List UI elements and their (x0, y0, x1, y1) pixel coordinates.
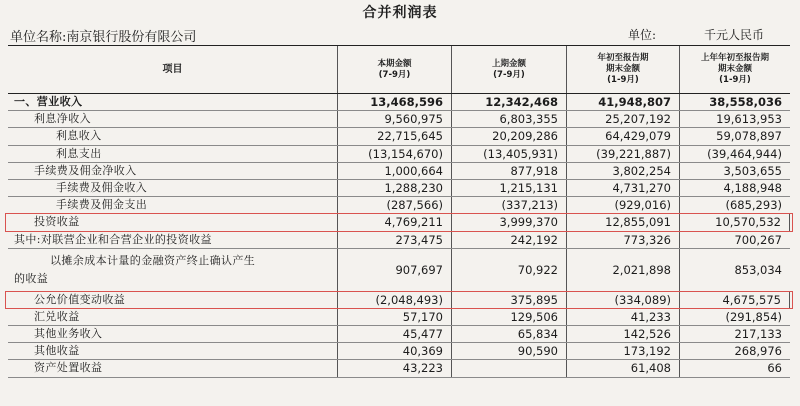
row-label: 投资收益 (8, 214, 338, 230)
header-item: 项目 (8, 46, 338, 93)
header-prior-line1: 上期金额 (491, 58, 526, 69)
cell-prior-ytd: 700,267 (734, 232, 782, 247)
row-label: 汇兑收益 (8, 309, 338, 325)
header-prior-ytd-line1: 上年年初至报告期 (700, 53, 769, 63)
company-name: 单位名称:南京银行股份有限公司 (10, 30, 197, 45)
cell-prior: 70,922 (452, 249, 567, 291)
table-row (8, 146, 790, 163)
report-title: 合并利润表 (362, 5, 438, 21)
cell-ytd: (334,089) (567, 292, 680, 308)
table-row-investment-income (8, 214, 790, 231)
cell-ytd: 173,192 (567, 343, 680, 359)
table-row (8, 343, 790, 360)
cell-prior: 65,834 (452, 326, 567, 342)
row-label: 手续费及佣金收入 (8, 180, 338, 196)
cell-ytd: 2,021,898 (567, 249, 680, 291)
cell-current: (287,566) (338, 197, 452, 213)
cell-prior: 877,918 (452, 163, 567, 179)
cell-prior-ytd: 59,078,897 (716, 129, 782, 144)
row-label: 利息支出 (8, 146, 338, 162)
unit-value: 千元人民币 (704, 28, 765, 42)
table-row (8, 197, 790, 214)
cell-ytd: 773,326 (567, 232, 680, 248)
cell-current: 13,468,596 (338, 94, 452, 110)
table-row (8, 326, 790, 343)
cell-ytd: 4,731,270 (567, 180, 680, 196)
row-label: 一、营业收入 (8, 94, 338, 110)
cell-prior-ytd: 4,675,575 (680, 292, 790, 308)
cell-current: 45,477 (338, 326, 452, 342)
cell-ytd: 64,429,079 (567, 128, 680, 144)
row-label: 手续费及佣金支出 (8, 197, 338, 213)
cell-prior-ytd: 853,034 (734, 262, 782, 277)
table-row (8, 111, 790, 128)
cell-prior-ytd: 4,188,948 (723, 180, 782, 195)
row-label (8, 249, 338, 291)
cell-ytd: 25,207,192 (567, 111, 680, 127)
cell-current: 4,769,211 (338, 214, 452, 230)
cell-current: 1,288,230 (338, 180, 452, 196)
table-row (8, 309, 790, 326)
cell-current: 43,223 (338, 360, 452, 376)
header-ytd-line3: (1-9月) (607, 75, 639, 85)
cell-current: 907,697 (338, 249, 452, 291)
header-prior-line2: (7-9月) (493, 69, 525, 80)
header-prior-ytd (680, 46, 790, 93)
cell-prior: 6,803,355 (452, 111, 567, 127)
cell-current: 9,560,975 (338, 111, 452, 127)
cell-prior-ytd: 66 (767, 361, 782, 376)
header-prior-period (452, 46, 567, 93)
cell-prior-ytd: 217,133 (734, 327, 782, 342)
row-label: 资产处置收益 (8, 360, 338, 376)
cell-ytd: 61,408 (567, 360, 680, 376)
unit-label: 单位: (628, 28, 657, 42)
table-row (8, 360, 790, 377)
cell-current: 57,170 (338, 309, 452, 325)
table-row (8, 249, 790, 292)
row-label: 利息净收入 (8, 111, 338, 127)
row-label: 其他收益 (8, 343, 338, 359)
cell-current: 273,475 (338, 232, 452, 248)
cell-ytd: (39,221,887) (567, 146, 680, 162)
cell-prior-ytd: (291,854) (725, 309, 782, 324)
cell-prior: (337,213) (452, 197, 567, 213)
row-label: 其他业务收入 (8, 326, 338, 342)
cell-prior: 242,192 (452, 232, 567, 248)
header-current-line1: 本期金额 (377, 58, 412, 69)
cell-prior-ytd: 268,976 (734, 344, 782, 359)
cell-prior: 12,342,468 (452, 94, 567, 110)
table-row (8, 128, 790, 145)
header-ytd-line1: 年初至报告期 (597, 53, 649, 63)
header-ytd (567, 46, 680, 93)
cell-current: (13,154,670) (338, 146, 452, 162)
cell-prior: 3,999,370 (452, 214, 567, 230)
row-label: 利息收入 (8, 128, 338, 144)
cell-ytd: 41,948,807 (567, 94, 680, 110)
row-label-line2: 的收益 (14, 271, 49, 285)
cell-prior (452, 360, 567, 376)
row-label: 其中:对联营企业和合营企业的投资收益 (8, 232, 338, 248)
header-current-period (338, 46, 452, 93)
cell-current: 40,369 (338, 343, 452, 359)
header-ytd-line2: 期末金额 (605, 64, 640, 74)
cell-prior: 90,590 (452, 343, 567, 359)
row-label: 手续费及佣金净收入 (8, 163, 338, 179)
cell-ytd: (929,016) (567, 197, 680, 213)
header-prior-ytd-line2: 期末金额 (717, 64, 752, 74)
cell-prior: 375,895 (452, 292, 567, 308)
cell-prior-ytd: 3,503,655 (723, 163, 782, 178)
cell-prior: 1,215,131 (452, 180, 567, 196)
table-header (8, 46, 790, 94)
table-row-fair-value-change (8, 292, 790, 309)
header-prior-ytd-line3: (1-9月) (719, 75, 751, 85)
cell-prior-ytd: 10,570,532 (680, 214, 790, 230)
cell-current: 22,715,645 (338, 128, 452, 144)
table-row (8, 232, 790, 249)
cell-ytd: 12,855,091 (567, 214, 680, 230)
cell-ytd: 41,233 (567, 309, 680, 325)
cell-prior-ytd: (39,464,944) (707, 146, 782, 161)
cell-current: 1,000,664 (338, 163, 452, 179)
table-row (8, 180, 790, 197)
cell-ytd: 142,526 (567, 326, 680, 342)
cell-prior: 20,209,286 (452, 128, 567, 144)
row-label: 公允价值变动收益 (8, 292, 338, 308)
cell-prior: (13,405,931) (452, 146, 567, 162)
income-statement-table (8, 45, 790, 378)
cell-prior-ytd: 38,558,036 (709, 95, 782, 109)
header-current-line2: (7-9月) (378, 69, 411, 80)
table-row (8, 94, 790, 111)
cell-prior: 129,506 (452, 309, 567, 325)
cell-prior-ytd: 19,613,953 (716, 112, 782, 127)
cell-ytd: 3,802,254 (567, 163, 680, 179)
cell-current: (2,048,493) (338, 292, 452, 308)
cell-prior-ytd: (685,293) (725, 198, 782, 213)
table-row (8, 163, 790, 180)
row-label-line1: 以摊余成本计量的金融资产终止确认产生 (50, 253, 256, 267)
